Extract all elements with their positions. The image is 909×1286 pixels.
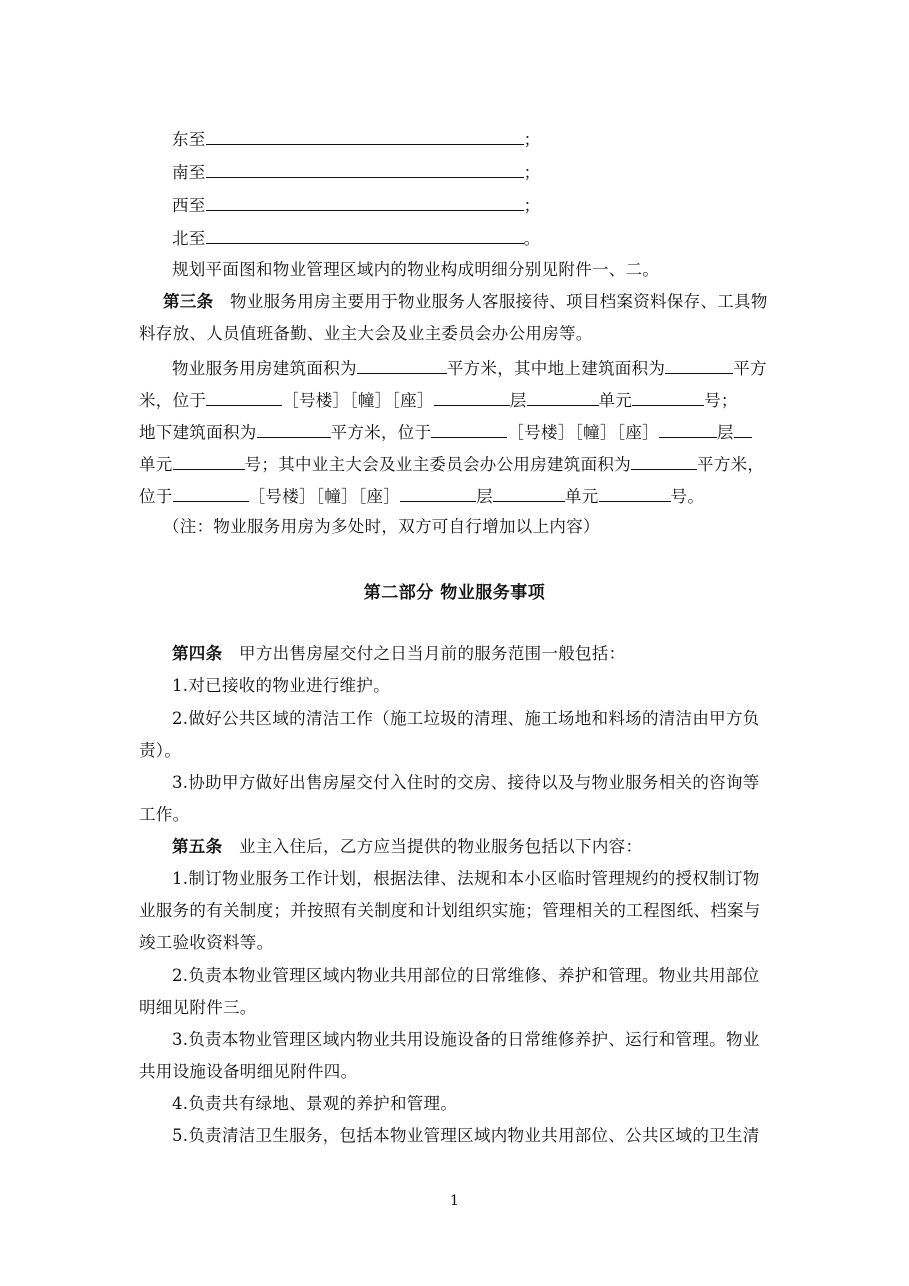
article-3-line-2: 料存放、人员值班备勤、业主大会及业主委员会办公用房等。 bbox=[139, 324, 593, 343]
article-4-item-3-cont: 工作。 bbox=[139, 805, 190, 824]
attachment-note: 规划平面图和物业管理区域内的物业构成明细分别见附件一、二。 bbox=[172, 260, 660, 279]
article-5-item-2-cont: 明细见附件三。 bbox=[139, 998, 257, 1017]
fill-blank bbox=[206, 161, 524, 178]
page-number: 1 bbox=[450, 1193, 459, 1209]
area-line-5: 位于 ［号楼］［幢］［座］ 层 单元 号。 bbox=[139, 487, 705, 506]
article-5-heading: 第五条 bbox=[172, 837, 223, 856]
article-5-item-3-cont: 共用设施设备明细见附件四。 bbox=[139, 1062, 358, 1081]
article-5-item-1-cont2: 竣工验收资料等。 bbox=[139, 933, 274, 952]
article-4-heading: 第四条 bbox=[172, 644, 223, 663]
area-line-3: 地下建筑面积为 平方米，位于 ［号楼］［幢］［座］ 层 bbox=[139, 421, 752, 443]
boundary-east: 东至 ； bbox=[172, 130, 541, 149]
area-line-2: 米，位于 ［号楼］［幢］［座］ 层 单元 号； bbox=[139, 391, 738, 410]
article-3-heading: 第三条 bbox=[163, 292, 214, 311]
boundary-north: 北至 。 bbox=[172, 229, 541, 248]
article-4-item-2: 2.做好公共区域的清洁工作（施工垃圾的清理、施工场地和料场的清洁由甲方负 bbox=[172, 709, 760, 728]
area-line-4: 单元 号；其中业主大会及业主委员会办公用房建筑面积为 平方米， bbox=[139, 455, 765, 474]
fill-blank bbox=[206, 227, 524, 244]
article-5-intro: 第五条 业主入住后，乙方应当提供的物业服务包括以下内容： bbox=[172, 837, 643, 856]
article-5-item-1-cont: 业服务的有关制度；并按照有关制度和计划组织实施；管理相关的工程图纸、档案与 bbox=[139, 901, 761, 920]
article-3-note: （注：物业服务用房为多处时，双方可自行增加以上内容） bbox=[163, 517, 600, 536]
article-5-item-4: 4.负责共有绿地、景观的养护和管理。 bbox=[172, 1094, 458, 1113]
article-4-item-3: 3.协助甲方做好出售房屋交付入住时的交房、接待以及与物业服务相关的咨询等 bbox=[172, 773, 760, 792]
boundary-south: 南至 ； bbox=[172, 163, 541, 182]
area-line-1: 物业服务用房建筑面积为 平方米，其中地上建筑面积为 平方 bbox=[172, 359, 767, 378]
fill-blank bbox=[206, 128, 524, 145]
boundary-west: 西至 ； bbox=[172, 196, 541, 215]
fill-blank bbox=[206, 194, 524, 211]
article-3-line-1: 第三条 物业服务用房主要用于物业服务人客服接待、项目档案资料保存、工具物 bbox=[163, 292, 768, 311]
article-5-item-2: 2.负责本物业管理区域内物业共用部位的日常维修、养护和管理。物业共用部位 bbox=[172, 966, 760, 985]
article-5-item-1: 1.制订物业服务工作计划，根据法律、法规和本小区临时管理规约的授权制订物 bbox=[172, 869, 760, 888]
article-4-item-2-cont: 责）。 bbox=[139, 741, 182, 760]
article-5-item-3: 3.负责本物业管理区域内物业共用设施设备的日常维修养护、运行和管理。物业 bbox=[172, 1030, 760, 1049]
article-4-item-1: 1.对已接收的物业进行维护。 bbox=[172, 676, 390, 695]
section-title: 第二部分 物业服务事项 bbox=[363, 583, 546, 603]
article-4-intro: 第四条 甲方出售房屋交付之日当月前的服务范围一般包括： bbox=[172, 644, 626, 663]
article-5-item-5: 5.负责清洁卫生服务，包括本物业管理区域内物业共用部位、公共区域的卫生清 bbox=[172, 1126, 760, 1145]
